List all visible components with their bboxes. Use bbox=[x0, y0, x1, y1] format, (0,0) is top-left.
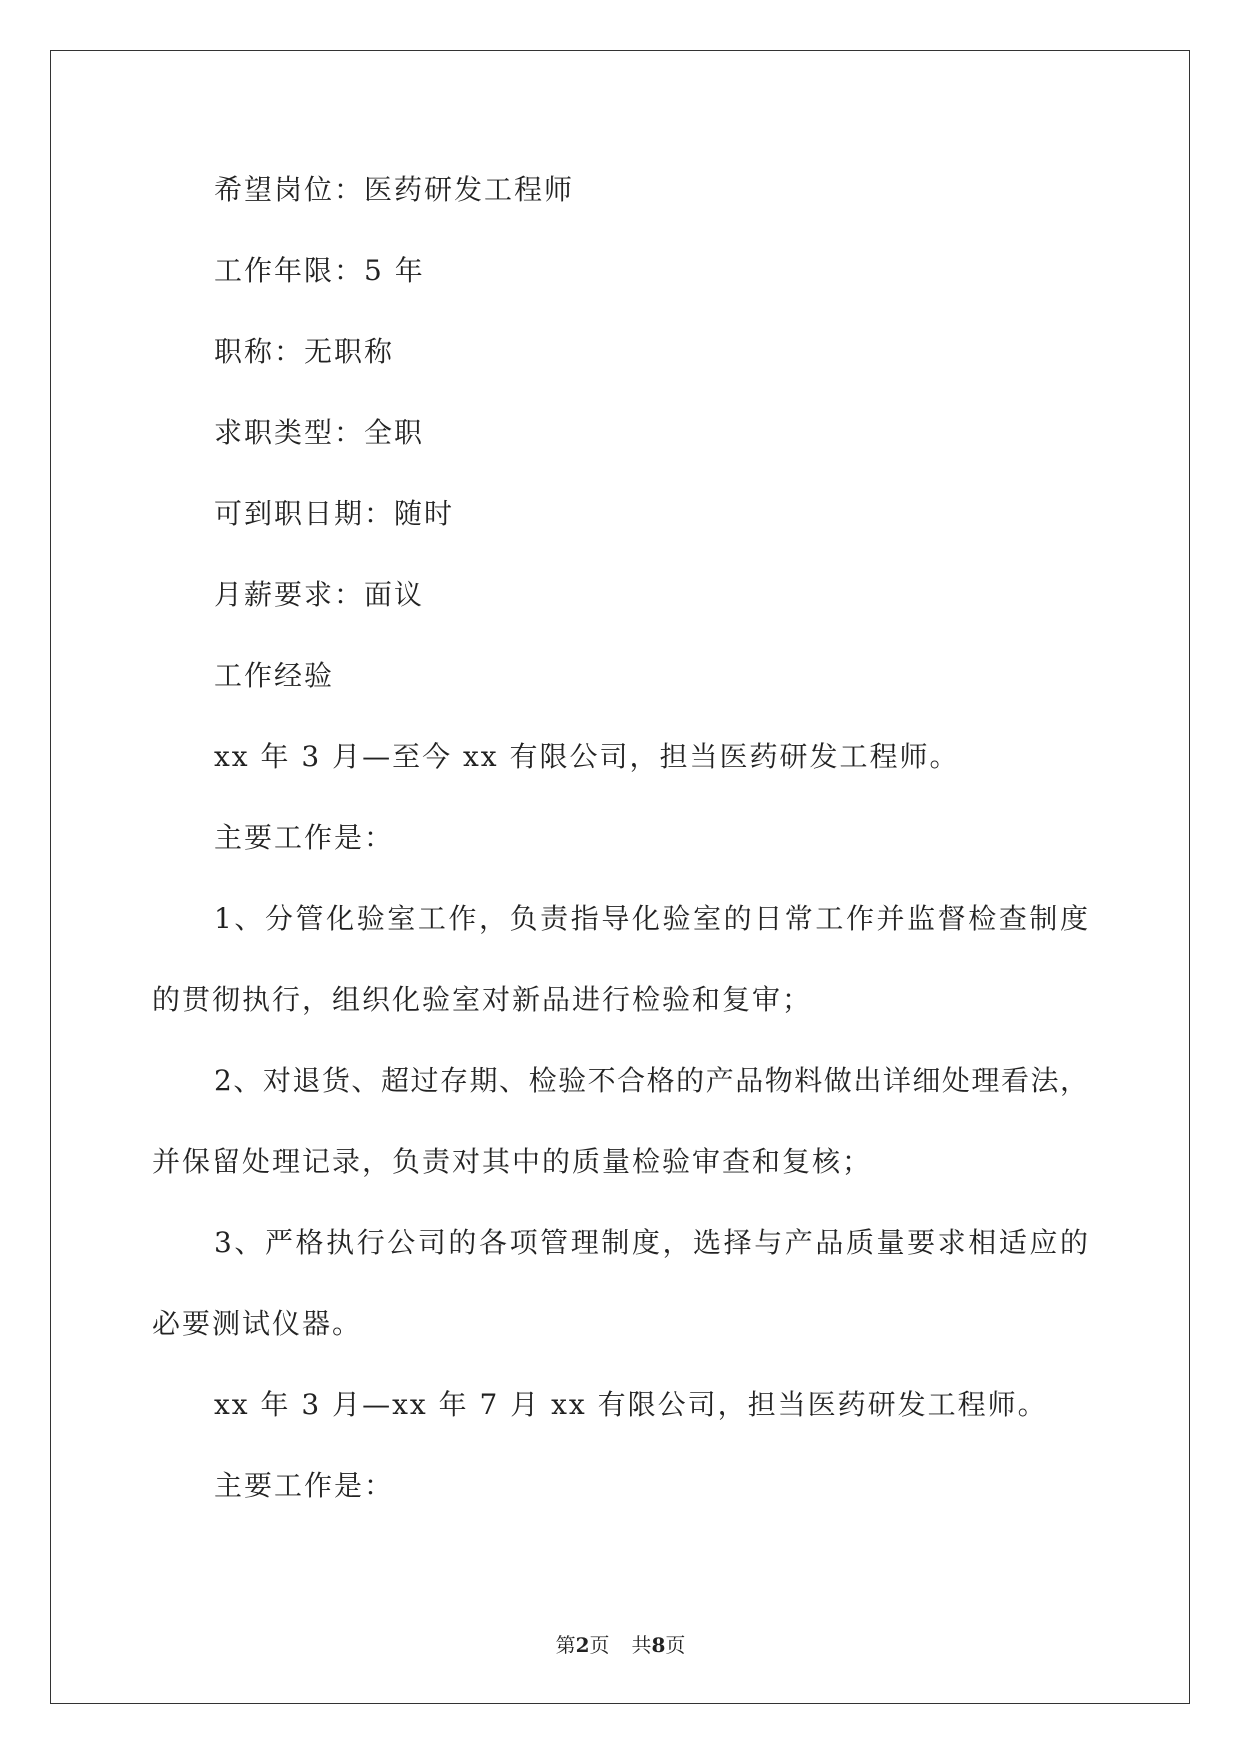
duty-3-line-2: 必要测试仪器。 bbox=[152, 1307, 363, 1340]
available-date: 可到职日期：随时 bbox=[214, 497, 455, 530]
salary-requirement: 月薪要求：面议 bbox=[214, 578, 425, 611]
duty-1-line-1: 1、分管化验室工作，负责指导化验室的日常工作并监督检查制度 bbox=[214, 902, 1088, 935]
main-duties-label-1: 主要工作是： bbox=[214, 821, 395, 854]
section-heading-work-experience: 工作经验 bbox=[214, 659, 335, 692]
total-prefix: 共 bbox=[631, 1633, 652, 1657]
page-border bbox=[50, 50, 1190, 1704]
page-suffix: 页 bbox=[589, 1633, 610, 1657]
work-years: 工作年限：5 年 bbox=[214, 254, 425, 287]
duty-2-line-1: 2、对退货、超过存期、检验不合格的产品物料做出详细处理看法， bbox=[214, 1064, 1088, 1097]
duty-2-line-2: 并保留处理记录，负责对其中的质量检验审查和复核； bbox=[152, 1145, 873, 1178]
job-type: 求职类型：全职 bbox=[214, 416, 425, 449]
page-total: 8 bbox=[651, 1633, 666, 1657]
experience-entry-2: xx 年 3 月—xx 年 7 月 xx 有限公司，担当医药研发工程师。 bbox=[214, 1388, 1048, 1421]
page-current: 2 bbox=[575, 1633, 590, 1657]
page-prefix: 第 bbox=[555, 1633, 576, 1657]
page-footer bbox=[0, 1632, 1241, 1658]
total-suffix: 页 bbox=[665, 1633, 686, 1657]
duty-1-line-2: 的贯彻执行，组织化验室对新品进行检验和复审； bbox=[152, 983, 813, 1016]
job-title: 职称：无职称 bbox=[214, 335, 395, 368]
experience-entry-1: xx 年 3 月—至今 xx 有限公司，担当医药研发工程师。 bbox=[214, 740, 960, 773]
desired-position: 希望岗位：医药研发工程师 bbox=[214, 173, 575, 206]
main-duties-label-2: 主要工作是： bbox=[214, 1469, 395, 1502]
duty-3-line-1: 3、严格执行公司的各项管理制度，选择与产品质量要求相适应的 bbox=[214, 1226, 1088, 1259]
